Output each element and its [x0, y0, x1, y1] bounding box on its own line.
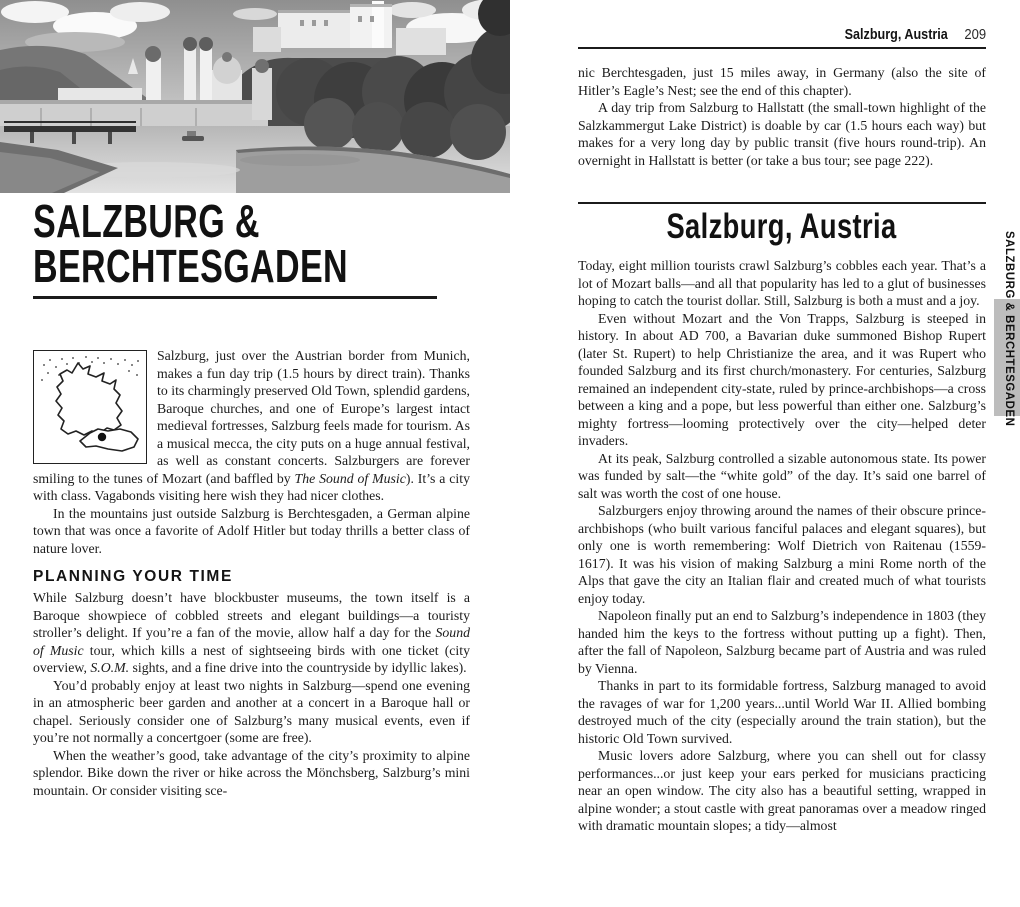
planning-paragraphs [33, 589, 470, 799]
paragraph: Today, eight million tourists crawl Salzburg’s cobbles each year. That’s a lot of Mozart balls—and all that popularity has led to a glut of businesses hoping to catch the tourist dollar. Still, Salzburg is both a must and a joy. [578, 258, 986, 308]
left-page-body [33, 347, 470, 799]
paragraph: Music lovers adore Salzburg, where you can shell out for classy performances...or just keep your ears perked for musicians practicing near an open window. The city also has a beautiful setting, wrapped in alpine wonder; a stout castle with great panoramas over a meadow ringed with dramatic mountain slopes; a tidy—almost [578, 748, 986, 833]
locator-map-illustration [34, 351, 145, 462]
paragraph: Thanks in part to its formidable fortress, Salzburg managed to avoid the ravages of war for 1,200 years...until World War II. Allied bombing destroyed much of the city (especially around the train station), but the historic Old Town survived. [578, 678, 986, 746]
salzburg-old-town-riverfront-photo [0, 0, 510, 193]
chapter-title-line1: SALZBURG & [33, 195, 260, 247]
paragraph: Napoleon finally put an end to Salzburg’s independence in 1803 (they handed him the keys to the fortress without putting up a fight). Then, after the fall of Napoleon, Salzburg became part of Austria and was ruled by Vienna. [578, 608, 986, 676]
paragraph: While Salzburg doesn’t have blockbuster museums, the town itself is a Baroque showpiece of cobbled streets and elegant buildings—a touristy stroller’s delight. If you’re a fan of the movie, allow half a day for the Sound of Music tour, which kills a nest of sightseeing birds with one ticket (city overview, S.O.M. sights, and a fine drive into the countryside by idyllic lakes). [33, 590, 470, 675]
right-page-top-paragraphs [578, 64, 986, 169]
paragraph: In the mountains just outside Salzburg is Berchtesgaden, a German alpine town that was once a favorite of Adolf Hitler but today thrills a better class of nature lover. [33, 505, 470, 556]
salzburg-austria-section [578, 202, 986, 835]
paragraph: When the weather’s good, take advantage of the city’s proximity to alpine splendor. Bike down the river or hike across the Mönchsberg, Salzburg’s mini mountain. Or consider visiting sce- [33, 747, 470, 798]
germany-austria-locator-map [33, 350, 147, 464]
section-heading [578, 207, 986, 247]
section-rule [578, 202, 986, 204]
paragraph: Salzburgers enjoy throwing around the names of their obscure prince-archbishops (who built various fanciful palaces and elegant squares), but only one is worth remembering: Wolf Dietrich von Raitenau (1559-1617). It was his vision of making Salzburg a mini Rome north of the Alps that gave the city an Italian flair and created much of what tourists enjoy today. [578, 503, 986, 606]
chapter-title-line2: BERCHTESGADEN [33, 240, 348, 292]
title-rule [33, 296, 437, 299]
paragraph: You’d probably enjoy at least two nights in Salzburg—spend one evening in an atmospheric beer garden and another at a concert in a Baroque hall or chapel. Seriously consider one of Salzburg’s many musical events, even if you’re not normally a concertgoer (some are free). [33, 677, 470, 745]
salzburg-location-dot [98, 433, 106, 441]
running-header [578, 26, 986, 49]
chapter-side-tab: SALZBURG & BERCHTESGADEN [1003, 231, 1017, 427]
paragraph: Salzburg, just over the Austrian border from Munich, makes a fun day trip (1.5 hours by direct train). Thanks to its charmingly preserved Old Town, splendid gardens, Baroque churches, and one of Europe’s largest intact medieval fortresses, Salzburg feels made for tourism. As a musical mecca, the city puts on a huge annual festival, as well as constant concerts. Salzburgers are forever smiling to the tunes of Mozart (and baffled by The Sound of Music). It’s a city with class. Vagabonds visiting here wish they had nicer clothes. [33, 348, 470, 503]
paragraph: A day trip from Salzburg to Hallstatt (the small-town highlight of the Salzkammergut Lake District) is doable by car (1.5 hours each way) but makes for a very long day by public transit (five hours round-trip). An overnight in Hallstatt is better (or take a bus tour; see page 222). [578, 100, 986, 168]
section-heading-text: Salzburg, Austria [666, 207, 898, 246]
paragraph: At its peak, Salzburg controlled a sizable autonomous state. Its power was funded by salt—the “white gold” of the day. It’s said one barrel of salt was worth the cost of one house. [578, 450, 986, 501]
running-header-title: Salzburg, Austria [844, 26, 948, 43]
paragraph: Even without Mozart and the Von Trapps, Salzburg is steeped in history. In about AD 700, a Bavarian duke summoned Bishop Rupert (later St. Rupert) to help Christianize the area, and it was Rupert who founded Salzburg and its first church/monastery. For centuries, Salzburg remained an independent city-state, ruled by prince-archbishops—a cross between a king and a pope, but less powerful than either one. Salzburg’s mighty fortress—looming protectively over the city—helped deter invaders. [578, 310, 986, 448]
page-number: 209 [964, 27, 986, 43]
paragraph: nic Berchtesgaden, just 15 miles away, in Germany (also the site of Hitler’s Eagle’s Nest; see the end of this chapter). [578, 65, 986, 98]
planning-your-time-heading: PLANNING YOUR TIME [33, 568, 233, 585]
section-paragraphs [578, 257, 986, 835]
photo-illustration [0, 0, 510, 193]
chapter-title [33, 195, 443, 299]
